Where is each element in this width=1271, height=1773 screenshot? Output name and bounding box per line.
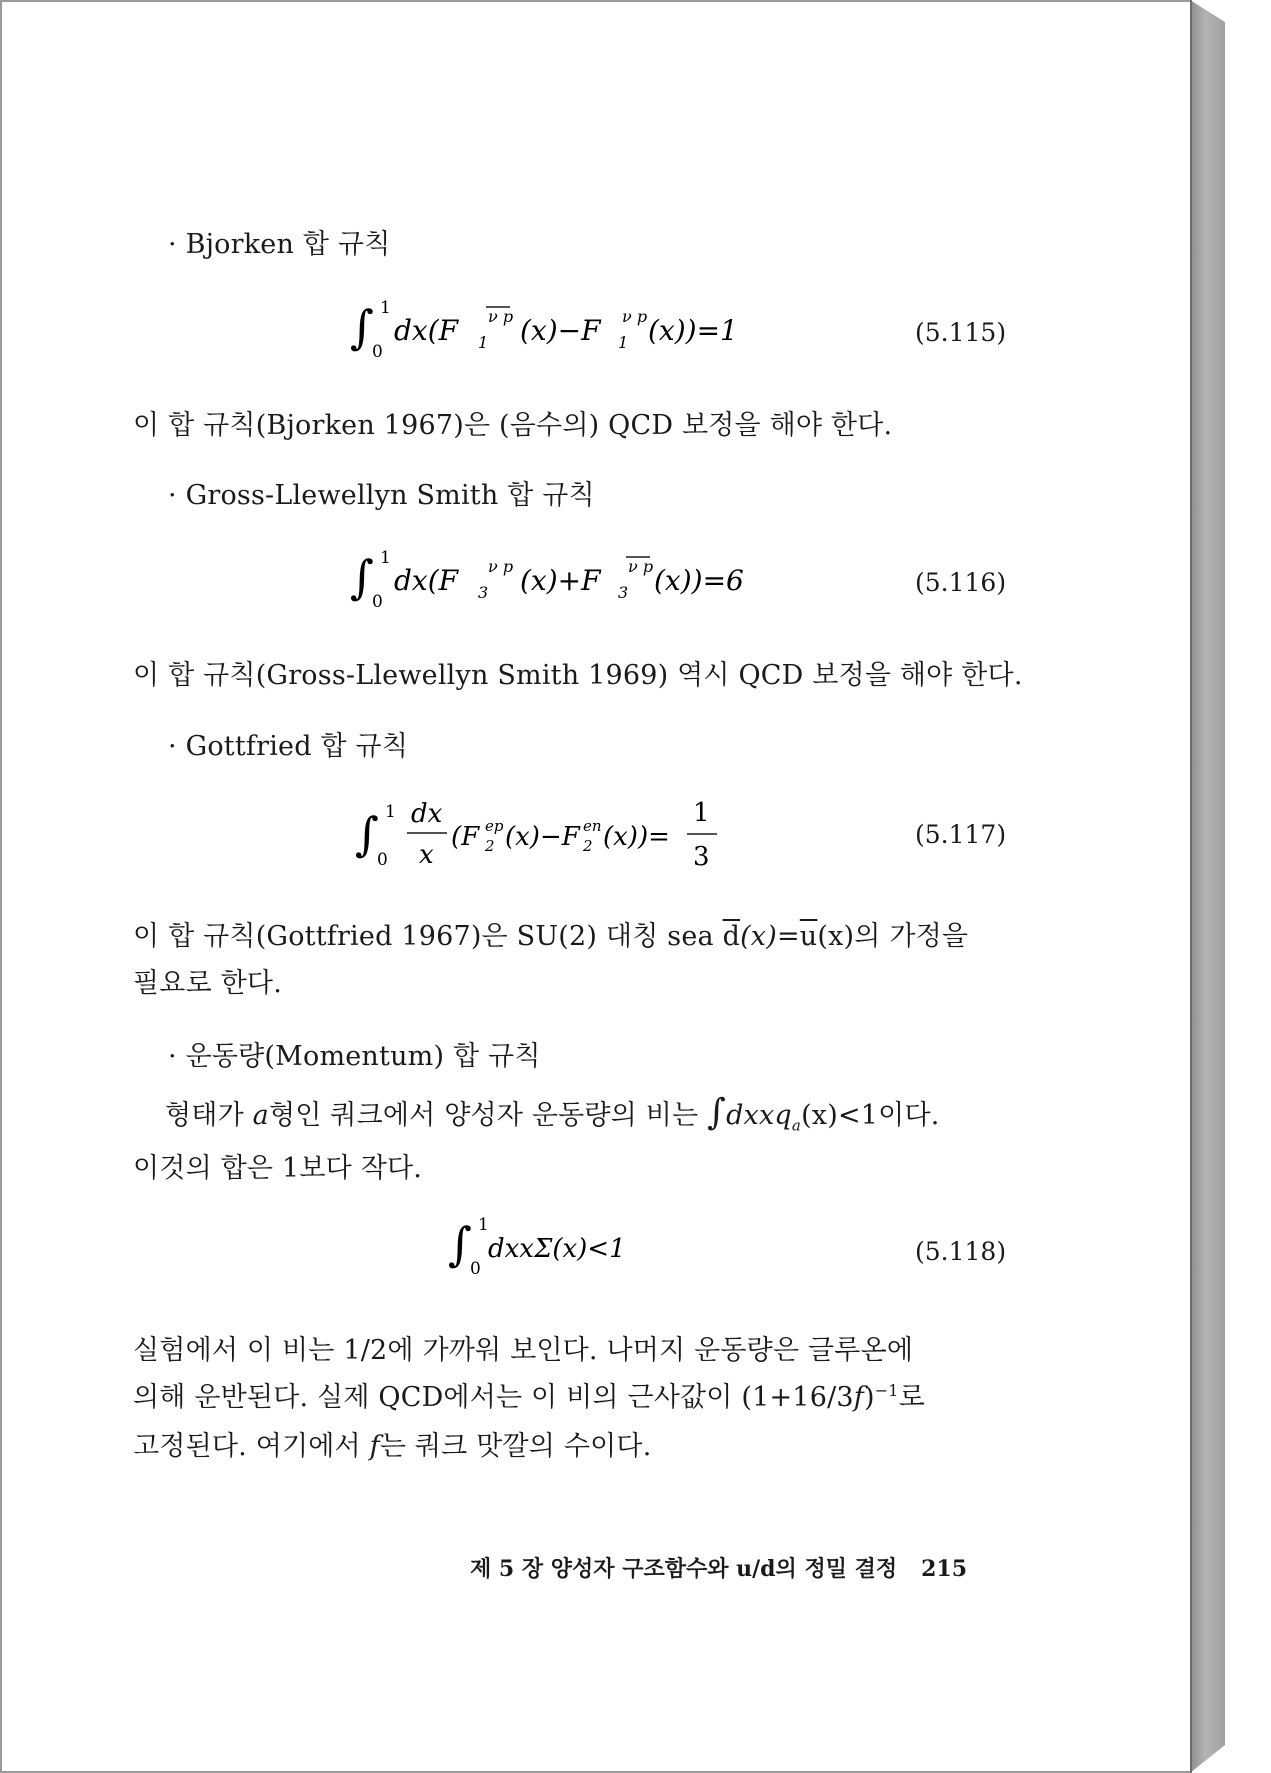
eq-sub1: 2 [485,837,495,855]
equation-5-118-svg [448,1212,708,1292]
eq-mid: (x)−F [505,822,580,852]
integral-upper: 1 [385,802,396,822]
eq-end: (x))=6 [654,564,744,597]
equation-number-5-116: (5.116) [915,568,1007,597]
momentum-expr: dxxq [726,1100,792,1131]
equation-number-5-117: (5.117) [915,820,1007,849]
momentum-text-a: 형태가 [165,1100,253,1131]
integral-lower: 0 [372,592,383,612]
eq-body-a: (F [451,822,480,852]
integral-upper: 1 [380,298,391,318]
final-line2-sup: −1 [874,1381,899,1400]
integral-upper: 1 [478,1215,489,1235]
momentum-line2: 이것의 합은 1보다 작다. [133,1153,423,1184]
equation-5-117-svg [355,795,775,885]
final-line2-b: ) [863,1382,875,1413]
bjorken-heading: · Bjorken 합 규칙 [168,229,391,260]
footer-chapter: 제 5 장 양성자 구조함수와 u/d의 정밀 결정 [470,1556,898,1582]
integral-sign: ∫ [350,300,374,354]
momentum-var-a: a [252,1100,269,1131]
integral-sign: ∫ [350,550,374,604]
rhs-denominator: 3 [693,842,710,872]
integral-sign: ∫ [355,807,379,861]
eq-sup1: ν p [488,307,514,326]
final-line3-a: 고정된다. 여기에서 [133,1431,370,1462]
bjorken-note: 이 합 규칙(Bjorken 1967)은 (음수의) QCD 보정을 해야 한다. [133,410,893,441]
gottfried-note-line2: 필요로 한다. [133,968,282,999]
final-line2 [133,1375,1233,1414]
final-line3-b: 는 쿼크 맛깔의 수이다. [379,1431,652,1462]
page-edge [1190,0,1225,1773]
eq-sup2: ν p [622,307,648,326]
momentum-integral: ∫ [707,1092,727,1133]
equation-5-116 [350,545,770,625]
eq-sup1: ep [485,817,504,835]
integral-lower: 0 [377,850,388,870]
eq-mid: (x)−F [520,314,601,347]
page-number: 215 [921,1556,968,1582]
momentum-sub: a [791,1116,802,1135]
equation-5-116-svg [350,545,770,625]
integral-sign: ∫ [448,1217,472,1271]
gottfried-note-text-a: 이 합 규칙(Gottfried 1967)은 SU(2) 대칭 sea [133,921,723,952]
equation-5-118 [448,1212,708,1292]
gottfried-heading: · Gottfried 합 규칙 [168,731,409,762]
equation-number-5-118: (5.118) [915,1237,1007,1266]
eq-sub1: 1 [478,333,489,352]
integral-lower: 0 [470,1259,481,1279]
page-border-top [0,0,1190,2]
rhs-numerator: 1 [693,798,710,828]
eq-body-a: dx(F [394,314,459,347]
final-line3 [133,1424,1233,1463]
eq-sub2: 3 [618,583,629,602]
eq-mid: (x)+F [520,564,601,597]
equation-5-117 [355,795,775,885]
integral-lower: 0 [372,342,383,362]
frac-numerator: dx [411,799,443,829]
eq-sub2: 1 [618,333,629,352]
frac-denominator: x [419,840,434,870]
equation-5-115 [350,295,770,375]
gottfried-note-text-b: (x)의 가정을 [817,921,969,952]
momentum-text-c: (x)<1이다. [801,1100,940,1131]
eq-sup2: en [583,817,602,835]
momentum-heading: · 운동량(Momentum) 합 규칙 [168,1041,541,1072]
equation-number-5-115: (5.115) [915,318,1007,347]
eq-sup1: ν p [488,557,514,576]
gls-note: 이 합 규칙(Gross-Llewellyn Smith 1969) 역시 QCD 보정을 해야 한다. [133,660,1023,691]
final-line1: 실험에서 이 비는 1/2에 가까워 보인다. 나머지 운동량은 글루온에 [133,1335,914,1366]
eq-sub2: 2 [583,837,593,855]
final-line2-c: 로 [898,1382,925,1413]
equation-5-115-svg [350,295,770,375]
integral-upper: 1 [380,548,391,568]
eq-body: dxxΣ(x)<1 [488,1234,626,1264]
final-line3-f: f [369,1431,380,1462]
gottfried-note-eq: (x)= [740,921,800,952]
momentum-text-b: 형인 쿼크에서 양성자 운동량의 비는 [268,1100,708,1131]
gls-heading: · Gross-Llewellyn Smith 합 규칙 [168,480,595,511]
eq-body-a: dx(F [394,564,459,597]
momentum-line1 [165,1092,1265,1134]
page-edge-line [1190,0,1192,1773]
final-line2-f: f [853,1382,864,1413]
eq-sup2: ν p [628,557,654,576]
u-bar: $\overline{u}$ [799,921,818,952]
eq-sub1: 3 [478,583,489,602]
final-line2-a: 의해 운반된다. 실제 QCD에서는 이 비의 근사값이 (1+16/3 [133,1382,854,1413]
page-border-left [0,0,2,1773]
eq-end: (x))=1 [648,314,738,347]
eq-end: (x))= [603,822,670,852]
gottfried-note-line1 [133,914,1233,953]
page-footer [470,1552,967,1583]
d-bar: $\overline{d}$ [722,921,741,952]
